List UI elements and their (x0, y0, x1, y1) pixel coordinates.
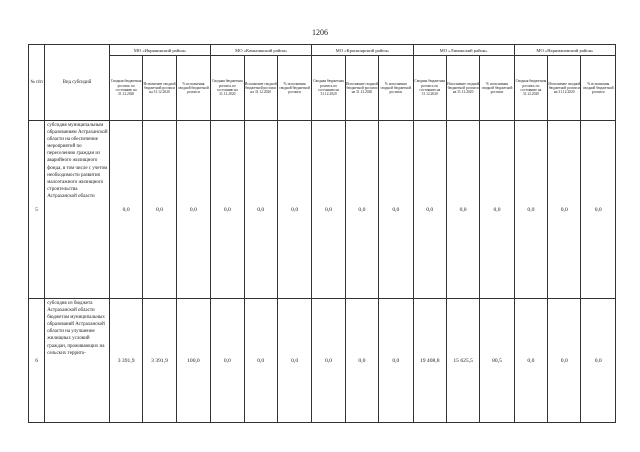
cell-value: 0,0 (345, 121, 378, 299)
row-number: 6 (29, 299, 45, 423)
cell-value: 0,0 (514, 121, 547, 299)
header-execution-percent: % исполнения сводной бюджетной росписи (581, 56, 616, 121)
cell-value: 0,0 (379, 299, 413, 423)
header-execution-percent: % исполнения сводной бюджетной росписи (277, 56, 311, 121)
cell-value: 0,0 (446, 121, 479, 299)
header-execution: Исполнение сводной бюджетной росписи на 31.12.2020 (244, 56, 277, 121)
cell-value: 0,0 (345, 299, 378, 423)
cell-value: 19 408,8 (413, 299, 446, 423)
header-execution: Исполнение сводной бюджетной росписи на 31.12.2020 (446, 56, 479, 121)
cell-value: 0,0 (211, 299, 244, 423)
cell-value: 0,0 (312, 299, 345, 423)
header-budget-plan: Сводная бюджетная роспись по состоянию на 31.12.2020 (109, 56, 142, 121)
header-execution: Исполнение сводной бюджетной росписи на 31.12.2020 (143, 56, 176, 121)
cell-value: 0,0 (277, 121, 311, 299)
header-execution-percent: % исполнения сводной бюджетной росписи (480, 56, 514, 121)
header-region: МО «Икрянинский район» (109, 45, 210, 56)
cell-value: 0,0 (379, 121, 413, 299)
cell-value: 0,0 (413, 121, 446, 299)
cell-value: 3 391,9 (143, 299, 176, 423)
cell-value: 0,0 (514, 299, 547, 423)
subsidy-table (28, 44, 616, 423)
table-row (29, 121, 616, 299)
header-region: МО «Лиманский район» (413, 45, 514, 56)
subsidy-description: субсидия муниципальным образованиям Астраханской области на обеспечение мероприятий по переселению граждан из аварийного жилищного фонда, в том числе с учетом необходимости развития малоэтажного жилищного строительства Астраханской области (45, 121, 110, 299)
cell-value: 100,0 (176, 299, 210, 423)
cell-value: 0,0 (581, 121, 616, 299)
header-budget-plan: Сводная бюджетная роспись по состоянию на 31.12.2020 (312, 56, 345, 121)
page-number: 1206 (312, 28, 328, 37)
cell-value: 0,0 (109, 121, 142, 299)
cell-value: 0,0 (244, 121, 277, 299)
cell-value: 0,0 (211, 121, 244, 299)
row-number: 5 (29, 121, 45, 299)
cell-value: 0,0 (581, 299, 616, 423)
cell-value: 0,0 (143, 121, 176, 299)
table-row (29, 299, 616, 423)
subsidy-description: субсидия из бюджета Астраханской области бюджетам муниципальных образований Астраханской области на улучшение жилищных условий граждан, проживающих на сельских террито- (45, 299, 110, 423)
header-row-number: № п/п (29, 45, 45, 121)
cell-value: 0,0 (312, 121, 345, 299)
cell-value: 80,5 (480, 299, 514, 423)
header-region: МО «Наримановский район» (514, 45, 615, 56)
cell-value: 0,0 (244, 299, 277, 423)
cell-value: 3 391,9 (109, 299, 142, 423)
cell-value: 15 625,5 (446, 299, 479, 423)
header-execution-percent: % исполнения сводной бюджетной росписи (379, 56, 413, 121)
cell-value: 0,0 (548, 299, 581, 423)
header-region: МО «Камызякский район» (211, 45, 312, 56)
header-execution: Исполнение сводной бюджетной росписи на 31.12.2020 (345, 56, 378, 121)
header-budget-plan: Сводная бюджетная роспись по состоянию на 31.12.2020 (211, 56, 244, 121)
cell-value: 0,0 (176, 121, 210, 299)
header-budget-plan: Сводная бюджетная роспись по состоянию на 31.12.2020 (514, 56, 547, 121)
header-region: МО «Красноярский район» (312, 45, 413, 56)
header-subsidy-type: Вид субсидий (45, 45, 110, 121)
header-execution: Исполнение сводной бюджетной росписи на 31.12.2020 (548, 56, 581, 121)
cell-value: 0,0 (480, 121, 514, 299)
header-execution-percent: % исполнения сводной бюджетной росписи (176, 56, 210, 121)
header-budget-plan: Сводная бюджетная роспись по состоянию на 31.12.2020 (413, 56, 446, 121)
cell-value: 0,0 (277, 299, 311, 423)
cell-value: 0,0 (548, 121, 581, 299)
